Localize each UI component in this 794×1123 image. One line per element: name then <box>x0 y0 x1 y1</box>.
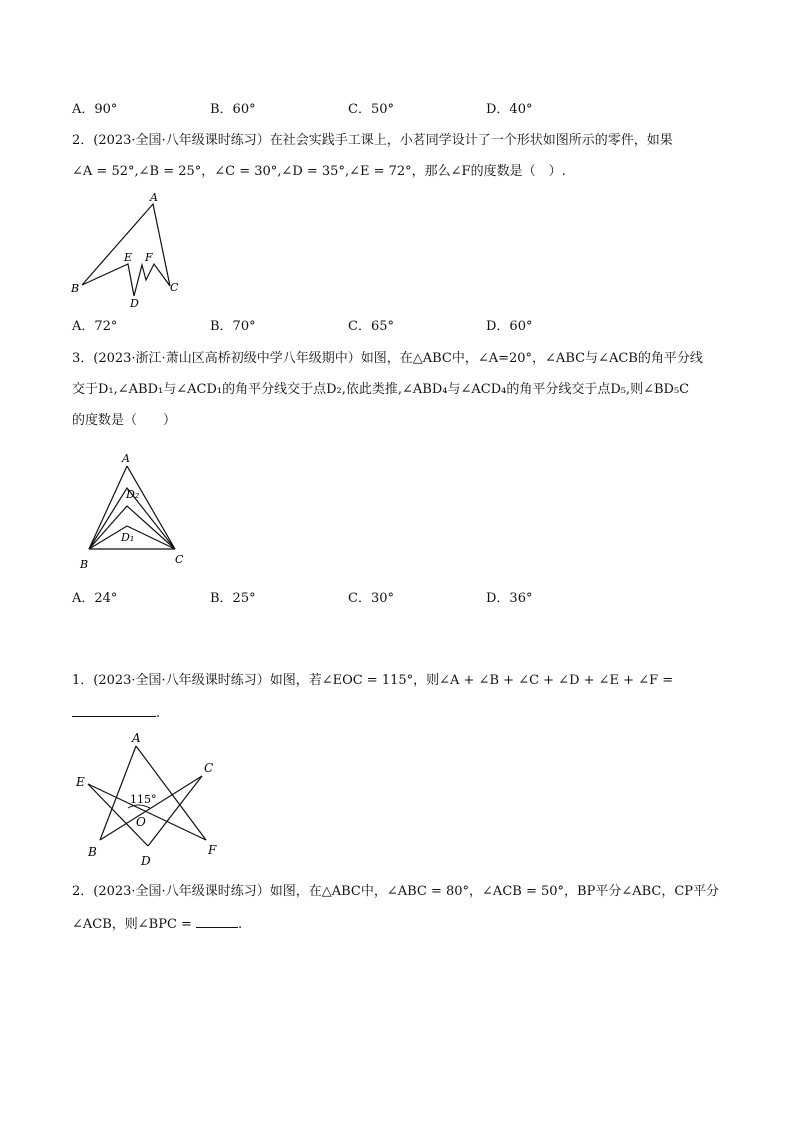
q3-option-d: D．36° <box>486 591 533 606</box>
q2a-label-f: F <box>145 251 153 264</box>
q2b-line1: 2．(2023·全国·八年级课时练习）如图，在△ABC中，∠ABC = 80°，∠ACB = 50°，BP平分∠ABC，CP平分 <box>72 884 720 899</box>
q0-option-d: D．40° <box>486 102 533 117</box>
q2b-period: . <box>237 917 243 932</box>
q3-label-a: A <box>122 452 130 465</box>
q2b-line2-text: ∠ACB，则∠BPC = <box>72 917 192 932</box>
q2b-line2 <box>72 914 242 934</box>
q1b-label-c: C <box>204 761 214 775</box>
q1b-label-f: F <box>208 843 217 857</box>
q3-line1: 3．(2023·浙江·萧山区高桥初级中学八年级期中）如图，在△ABC中，∠A=20°，∠ABC与∠ACB的角平分线 <box>72 351 703 366</box>
q2a-option-a: A．72° <box>72 319 118 334</box>
q3-label-d2: D₂ <box>126 488 140 501</box>
q1b-label-b: B <box>88 845 97 859</box>
q1b-answer-blank <box>72 703 156 717</box>
q1b-label-d: D <box>141 854 151 868</box>
q2a-line2: ∠A = 52°,∠B = 25°，∠C = 30°,∠D = 35°,∠E = 72°，那么∠F的度数是（ ）. <box>72 164 566 179</box>
q0-option-b: B．60° <box>210 102 256 117</box>
q1b-figure <box>70 728 230 868</box>
q0-option-c: C．50° <box>348 102 394 117</box>
q2a-label-b: B <box>71 282 80 295</box>
q3-line3: 的度数是（ ） <box>72 413 177 428</box>
q2b-answer-blank <box>196 914 238 928</box>
q2a-figure <box>66 190 190 312</box>
q3-label-c: C <box>175 553 184 566</box>
q3-label-d1: D₁ <box>121 531 135 544</box>
q1b-line1: 1．(2023·全国·八年级课时练习）如图，若∠EOC = 115°，则∠A + ∠B + ∠C + ∠D + ∠E + ∠F = <box>72 673 674 688</box>
q1b-line2 <box>72 703 160 723</box>
q1b-period: . <box>156 706 161 721</box>
q3-option-c: C．30° <box>348 591 394 606</box>
q2a-label-c: C <box>170 281 179 294</box>
q3-option-b: B．25° <box>210 591 256 606</box>
q3-option-a: A．24° <box>72 591 118 606</box>
q1b-label-o: O <box>136 815 146 829</box>
q2a-label-a: A <box>150 191 158 204</box>
q2a-label-e: E <box>124 251 133 264</box>
q2a-option-b: B．70° <box>210 319 256 334</box>
q2a-option-c: C．65° <box>348 319 394 334</box>
q3-label-b: B <box>80 558 89 571</box>
q3-line2: 交于D₁,∠ABD₁与∠ACD₁的角平分线交于点D₂,依此类推,∠ABD₄与∠ACD₄的角平分线交于点D₅,则∠BD₅C <box>72 382 690 397</box>
q1b-angle-label: 115° <box>130 793 157 806</box>
q2a-option-d: D．60° <box>486 319 533 334</box>
q1b-label-a: A <box>132 731 141 745</box>
q0-option-a: A．90° <box>72 102 118 117</box>
q2a-line1: 2．(2023·全国·八年级课时练习）在社会实践手工课上，小茗同学设计了一个形状如图所示的零件，如果 <box>72 133 673 148</box>
q3-figure <box>72 448 192 572</box>
q1b-label-e: E <box>76 775 85 789</box>
q2a-label-d: D <box>130 297 139 310</box>
